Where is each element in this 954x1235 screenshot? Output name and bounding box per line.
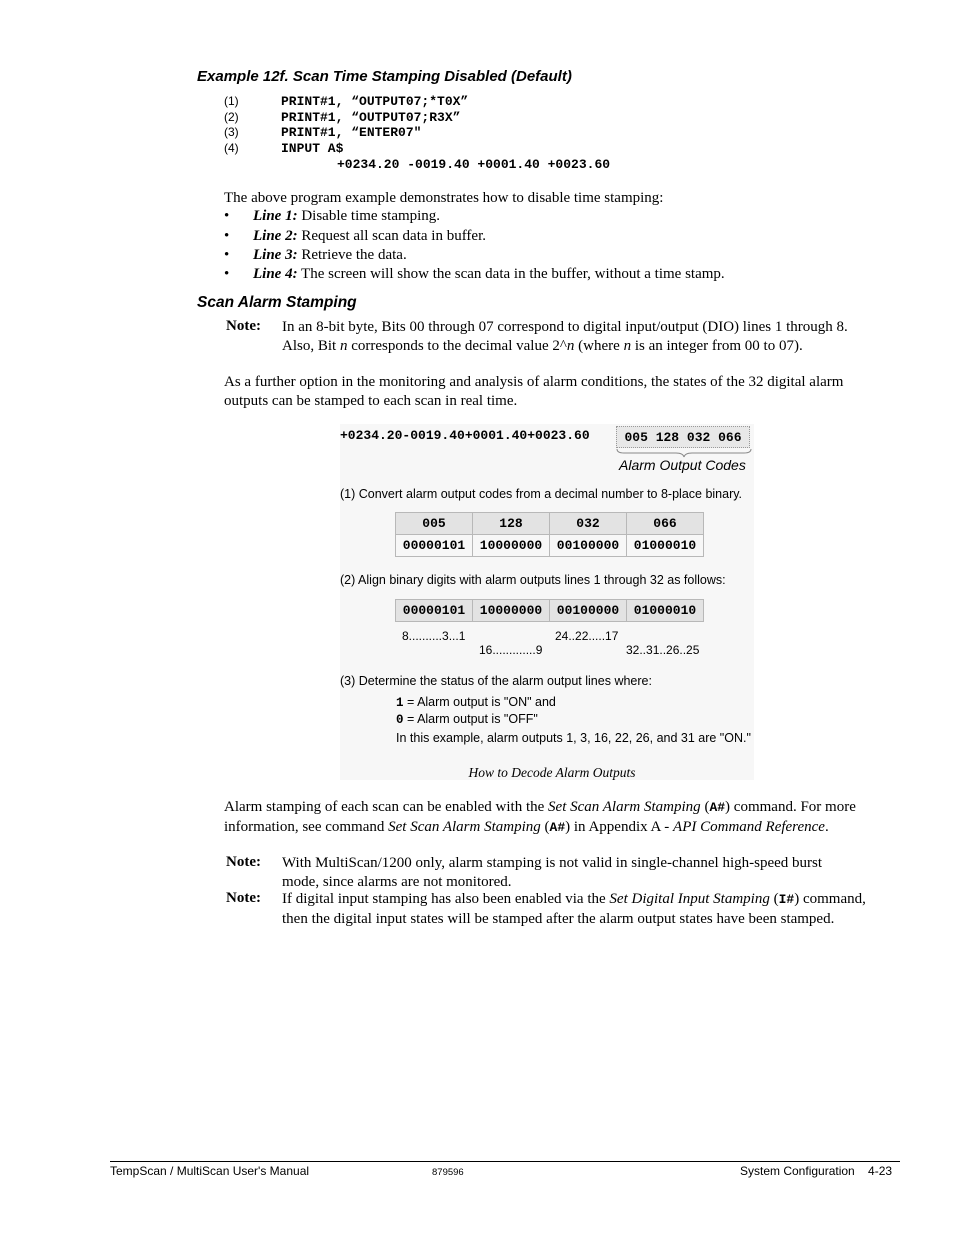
code-line-text: PRINT#1, “ENTER07" [281, 125, 422, 140]
bit-range-label: 32..31..26..25 [626, 643, 700, 657]
alarm-codes-box: 005 128 032 066 [616, 426, 750, 448]
note-label: Note: [226, 854, 261, 870]
bit-range-label: 16.............9 [479, 643, 543, 657]
table-cell: 128 [473, 513, 550, 535]
alarm-codes-label: Alarm Output Codes [619, 457, 746, 473]
bullet-label: Line 3: [253, 247, 298, 263]
bullet-text: Request all scan data in buffer. [297, 228, 486, 244]
option-paragraph: As a further option in the monitoring and analysis of alarm conditions, the states of the 32 digital alarm outputs can be stamped to each scan in real time. [224, 374, 844, 409]
bullet-label: Line 2: [253, 228, 298, 244]
code-line-number: (2) [224, 110, 239, 124]
figure-caption: How to Decode Alarm Outputs [468, 765, 636, 780]
footer-divider [110, 1161, 900, 1162]
step-3-text: (3) Determine the status of the alarm output lines where: [340, 674, 652, 688]
bullet-icon: • [224, 247, 230, 263]
bullet-label: Line 4: [253, 266, 298, 282]
on-legend: 1 = Alarm output is "ON" and [396, 695, 556, 710]
table-cell: 066 [627, 513, 704, 535]
bit-range-label: 24..22.....17 [555, 629, 619, 643]
table-cell: 00100000 [550, 535, 627, 557]
code-line-text: PRINT#1, “OUTPUT07;R3X” [281, 110, 461, 125]
example-title: Example 12f. Scan Time Stamping Disabled (Default) [197, 68, 572, 85]
code-line-number: (4) [224, 141, 239, 155]
scan-data-text: +0234.20-0019.40+0001.40+0023.60 [340, 428, 590, 443]
step-2-text: (2) Align binary digits with alarm outputs lines 1 through 32 as follows: [340, 573, 726, 587]
bullet-icon: • [224, 266, 230, 282]
binary-table-2 [395, 599, 704, 622]
note-text: With MultiScan/1200 only, alarm stamping is not valid in single-channel high-speed burst mode, since alarms are not monitored. [282, 855, 823, 890]
code-line-text: INPUT A$ [281, 141, 344, 156]
note-text: In an 8-bit byte, Bits 00 through 07 correspond to digital input/output (DIO) lines 1 through 8. Also, Bit n corresponds to the decimal value 2^n (where n is an integer from 00 to 07). [282, 319, 848, 354]
table-header-row [396, 513, 704, 535]
intro-paragraph: The above program example demonstrates how to disable time stamping: [224, 190, 664, 206]
table-row [396, 600, 704, 622]
note-label: Note: [226, 890, 261, 906]
bullet-label: Line 1: [253, 208, 298, 224]
bullet-text: Retrieve the data. [297, 247, 407, 263]
table-cell: 005 [396, 513, 473, 535]
stamping-paragraph: Alarm stamping of each scan can be enabled with the Set Scan Alarm Stamping (A#) command. For more information, see command Set Scan Alarm Stamping (A#) in Appendix A - API Command Reference. [224, 799, 856, 835]
table-cell: 00100000 [550, 600, 627, 622]
conclusion-text: In this example, alarm outputs 1, 3, 16, 22, 26, and 31 are "ON." [396, 731, 751, 745]
table-cell: 032 [550, 513, 627, 535]
bit-range-label: 8..........3...1 [402, 629, 466, 643]
footer-manual-title: TempScan / MultiScan User's Manual [110, 1164, 310, 1178]
table-cell: 00000101 [396, 535, 473, 557]
footer-page-ref: System Configuration 4-23 [740, 1164, 893, 1178]
section-heading: Scan Alarm Stamping [197, 294, 357, 311]
note-text: If digital input stamping has also been enabled via the Set Digital Input Stamping (I#) command, then the digital input states will be stamped after the alarm output states have been stamped. [282, 891, 866, 927]
code-line-text: PRINT#1, “OUTPUT07;*T0X” [281, 94, 469, 109]
bullet-icon: • [224, 208, 230, 224]
table-cell: 10000000 [473, 535, 550, 557]
bullet-text: Disable time stamping. [297, 208, 441, 224]
code-output: +0234.20 -0019.40 +0001.40 +0023.60 [337, 157, 611, 172]
code-line-number: (3) [224, 125, 239, 139]
table-row [396, 535, 704, 557]
table-cell: 01000010 [627, 535, 704, 557]
footer-doc-number: 879596 [432, 1167, 464, 1178]
binary-table-1 [395, 512, 704, 557]
table-cell: 00000101 [396, 600, 473, 622]
step-1-text: (1) Convert alarm output codes from a decimal number to 8-place binary. [340, 487, 743, 501]
table-cell: 01000010 [627, 600, 704, 622]
table-cell: 10000000 [473, 600, 550, 622]
off-legend: 0 = Alarm output is "OFF" [396, 712, 538, 727]
note-label: Note: [226, 318, 261, 334]
bullet-text: The screen will show the scan data in the buffer, without a time stamp. [297, 266, 725, 282]
bullet-icon: • [224, 228, 230, 244]
code-line-number: (1) [224, 94, 239, 108]
